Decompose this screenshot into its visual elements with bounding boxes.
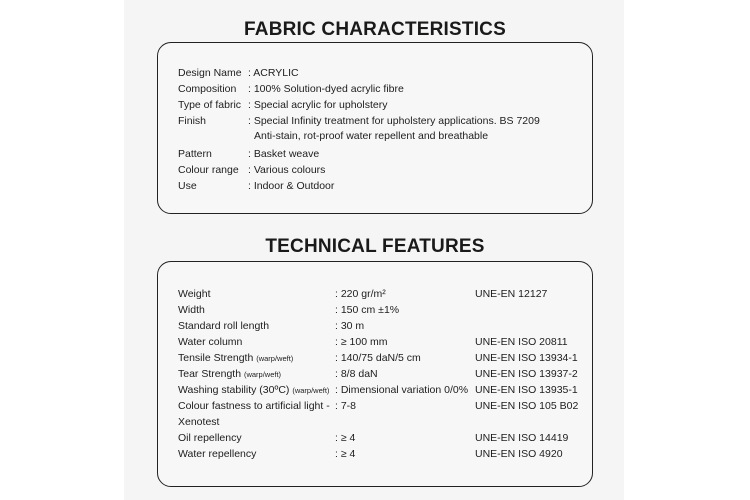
technical-row-label: Xenotest <box>178 416 220 428</box>
technical-row-label: Tensile Strength (warp/weft) <box>178 352 294 364</box>
fabric-row-value: : Various colours <box>248 164 326 176</box>
fabric-row-label: Composition <box>178 83 237 95</box>
fabric-row-value: : Special acrylic for upholstery <box>248 99 388 111</box>
fabric-row-value: : Basket weave <box>248 148 320 160</box>
technical-row-standard: UNE-EN ISO 4920 <box>475 448 563 460</box>
technical-row-label: Water repellency <box>178 448 257 460</box>
technical-row-label: Colour fastness to artificial light - <box>178 400 330 412</box>
fabric-row-value: Anti-stain, rot-proof water repellent and breathable <box>254 130 489 142</box>
technical-row-label: Washing stability (30ºC) (warp/weft) <box>178 384 330 396</box>
fabric-characteristics-title: FABRIC CHARACTERISTICS <box>244 19 506 40</box>
technical-row-label: Width <box>178 304 205 316</box>
fabric-row-label: Type of fabric <box>178 99 242 111</box>
technical-row-value: : ≥ 100 mm <box>335 336 388 348</box>
technical-row-standard: UNE-EN ISO 20811 <box>475 336 568 348</box>
technical-row-value: : 7-8 <box>335 400 357 412</box>
technical-row-value: : ≥ 4 <box>335 432 356 444</box>
fabric-row-label: Pattern <box>178 148 212 160</box>
technical-row-label: Weight <box>178 288 211 300</box>
technical-row-value: : 150 cm ±1% <box>335 304 400 316</box>
technical-row-value: : Dimensional variation 0/0% <box>335 384 469 396</box>
technical-row-standard: UNE-EN ISO 13937-2 <box>475 368 578 380</box>
fabric-row-label: Finish <box>178 115 207 127</box>
technical-row-label: Oil repellency <box>178 432 242 444</box>
technical-row-standard: UNE-EN ISO 14419 <box>475 432 569 444</box>
technical-row-value: : ≥ 4 <box>335 448 356 460</box>
technical-features-title: TECHNICAL FEATURES <box>265 236 485 257</box>
technical-row-value: : 8/8 daN <box>335 368 378 380</box>
fabric-row-label: Colour range <box>178 164 239 176</box>
fabric-row-value: : 100% Solution-dyed acrylic fibre <box>248 83 404 95</box>
technical-row-value: : 140/75 daN/5 cm <box>335 352 421 364</box>
fabric-row-label: Design Name <box>178 67 242 79</box>
fabric-row-value: : Special Infinity treatment for upholstery applications. BS 7209 <box>248 115 540 127</box>
technical-row-value: : 220 gr/m² <box>335 288 386 300</box>
technical-row-standard: UNE-EN ISO 13935-1 <box>475 384 578 396</box>
fabric-row-label: Use <box>178 180 197 192</box>
technical-row-standard: UNE-EN ISO 105 B02 <box>475 400 579 412</box>
technical-row-value: : 30 m <box>335 320 365 332</box>
technical-row-standard: UNE-EN 12127 <box>475 288 548 300</box>
fabric-row-value: : Indoor & Outdoor <box>248 180 335 192</box>
fabric-row-value: : ACRYLIC <box>248 67 299 79</box>
technical-row-label: Water column <box>178 336 243 348</box>
technical-row-label: Standard roll length <box>178 320 270 332</box>
technical-row-label: Tear Strength (warp/weft) <box>178 368 282 380</box>
technical-row-standard: UNE-EN ISO 13934-1 <box>475 352 578 364</box>
